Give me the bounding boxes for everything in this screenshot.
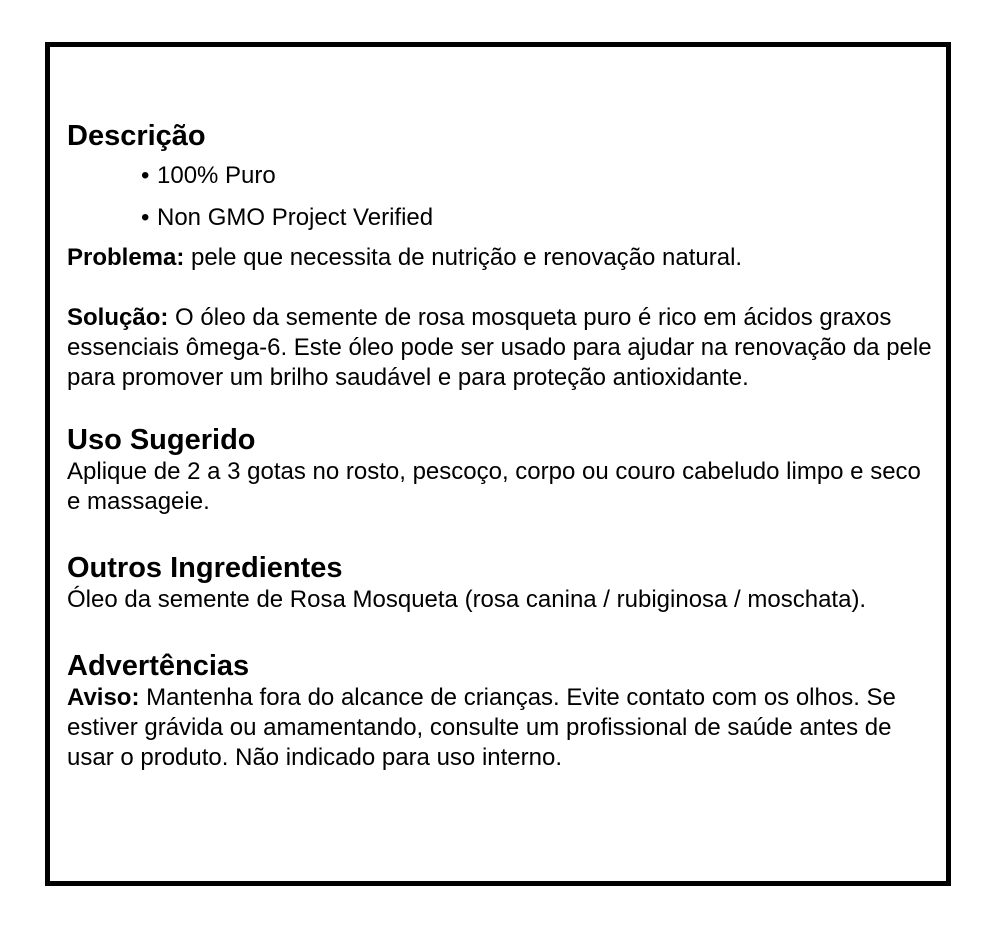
descricao-list <box>67 161 939 233</box>
descricao-heading: Descrição <box>67 120 206 152</box>
outros-heading: Outros Ingredientes <box>67 552 343 584</box>
aviso-text: Mantenha fora do alcance de crianças. Evite contato com os olhos. Se estiver grávida ou amamentando, consulte um profissional de saúde antes de usar o produto. Não indicado para uso interno. <box>67 684 896 771</box>
problema-label: Problema: <box>67 244 185 271</box>
advertencias-paragraph <box>67 683 939 773</box>
list-item-text: 100% Puro <box>157 162 276 189</box>
uso-text: Aplique de 2 a 3 gotas no rosto, pescoço, corpo ou couro cabeludo limpo e seco e massageie. <box>67 458 921 515</box>
advertencias-heading: Advertências <box>67 650 250 682</box>
bullet-icon: • <box>141 204 150 231</box>
list-item <box>141 161 939 191</box>
list-item <box>141 203 939 233</box>
solucao-label: Solução: <box>67 304 169 331</box>
problema-paragraph <box>67 243 939 273</box>
bullet-icon: • <box>141 162 150 189</box>
panel-content <box>67 119 939 773</box>
problema-text: pele que necessita de nutrição e renovação natural. <box>184 244 743 271</box>
solucao-text: O óleo da semente de rosa mosqueta puro é rico em ácidos graxos essenciais ômega-6. Este óleo pode ser usado para ajudar na renovação da pele para promover um brilho saudável e para proteção antioxidante. <box>67 304 932 391</box>
aviso-label: Aviso: <box>67 684 140 711</box>
outros-text: Óleo da semente de Rosa Mosqueta (rosa canina / rubiginosa / moschata). <box>67 586 867 613</box>
solucao-paragraph <box>67 303 939 393</box>
list-item-text: Non GMO Project Verified <box>157 204 434 231</box>
uso-heading: Uso Sugerido <box>67 424 256 456</box>
product-info-panel <box>45 42 951 886</box>
